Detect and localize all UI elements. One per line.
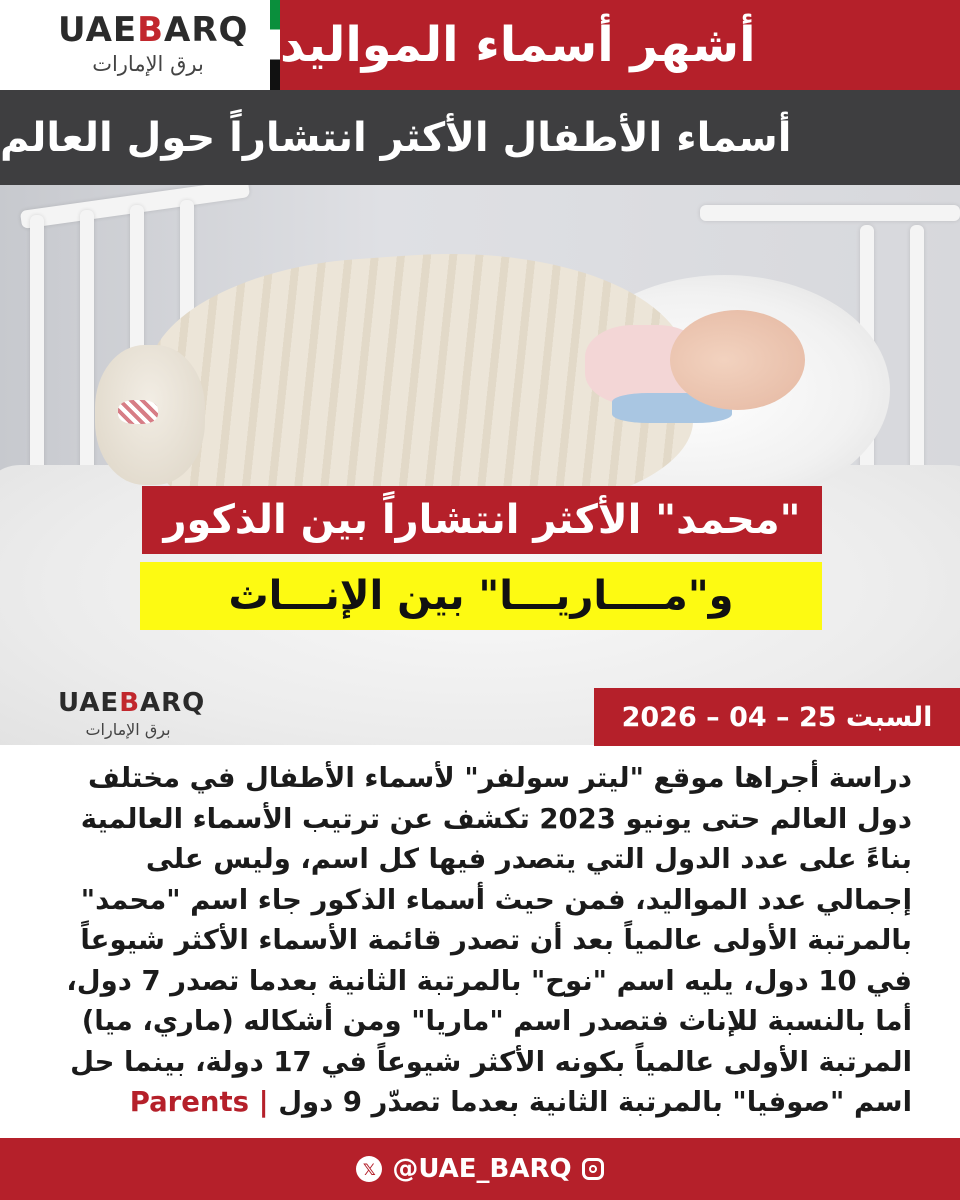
headline-girls: و"مــــاريـــا" بين الإنـــاث xyxy=(140,562,822,630)
logo-english-text: UAEBARQ xyxy=(58,10,249,50)
article-line: بالمرتبة الأولى عالمياً بعد أن تصدر قائمة الأسماء الأكثر شيوعاً xyxy=(80,924,912,956)
logo-english-text: UAEBARQ xyxy=(58,688,206,718)
article-last-line xyxy=(48,1082,912,1123)
headline-boys: "محمد" الأكثر انتشاراً بين الذكور xyxy=(142,486,822,554)
article-line: أما بالنسبة للإناث فتصدر اسم "ماريا" ومن أشكاله (ماري، ميا) xyxy=(81,1005,912,1037)
baby-head xyxy=(670,310,805,410)
crib-bar xyxy=(30,215,44,475)
article-line: إجمالي عدد المواليد، فمن حيث أسماء الذكور جاء اسم "محمد" xyxy=(80,883,912,916)
crib-bar xyxy=(910,225,924,485)
date-badge xyxy=(594,688,960,746)
crib-bar xyxy=(80,210,94,480)
article-line: في 10 دول، يليه اسم "نوح" بالمرتبة الثانية بعدما تصدر 7 دول، xyxy=(66,964,912,997)
instagram-icon[interactable] xyxy=(582,1158,604,1180)
bunny-bow xyxy=(118,400,158,424)
logo-arabic-text: برق الإمارات xyxy=(92,52,204,76)
page-subtitle: أسماء الأطفال الأكثر انتشاراً حول العالم xyxy=(0,90,960,185)
article-line: المرتبة الأولى عالمياً بكونه الأكثر شيوعاً في 17 دولة، بينما حل xyxy=(70,1045,912,1078)
article-line: دول العالم حتى يونيو 2023 تكشف عن ترتيب الأسماء العالمية xyxy=(80,802,912,835)
x-icon[interactable]: 𝕏 xyxy=(356,1156,382,1182)
flag-stripe xyxy=(270,0,280,90)
footer-bar xyxy=(0,1138,960,1200)
article-line: اسم "صوفيا" بالمرتبة الثانية بعدما تصدّر 9 دول xyxy=(278,1086,912,1118)
social-handle[interactable]: @UAE_BARQ xyxy=(392,1154,572,1184)
top-header xyxy=(0,0,960,90)
logo-arabic-text: برق الإمارات xyxy=(85,720,171,739)
source-separator: | xyxy=(258,1086,269,1118)
crib-rail xyxy=(700,205,960,221)
secondary-logo xyxy=(58,688,238,748)
article-body xyxy=(48,758,912,1124)
hero-photo xyxy=(0,185,960,745)
brand-logo[interactable] xyxy=(0,0,280,90)
source-name[interactable]: Parents xyxy=(129,1086,249,1118)
article-line: بناءً على عدد الدول التي يتصدر فيها كل اسم، وليس على xyxy=(145,843,912,875)
date-text: السبت 25 – 04 – 2026 xyxy=(621,701,933,733)
article-line: دراسة أجراها موقع "ليتر سولفر" لأسماء الأطفال في مختلف xyxy=(88,762,912,794)
page-title: أشهر أسماء المواليد xyxy=(280,0,960,90)
